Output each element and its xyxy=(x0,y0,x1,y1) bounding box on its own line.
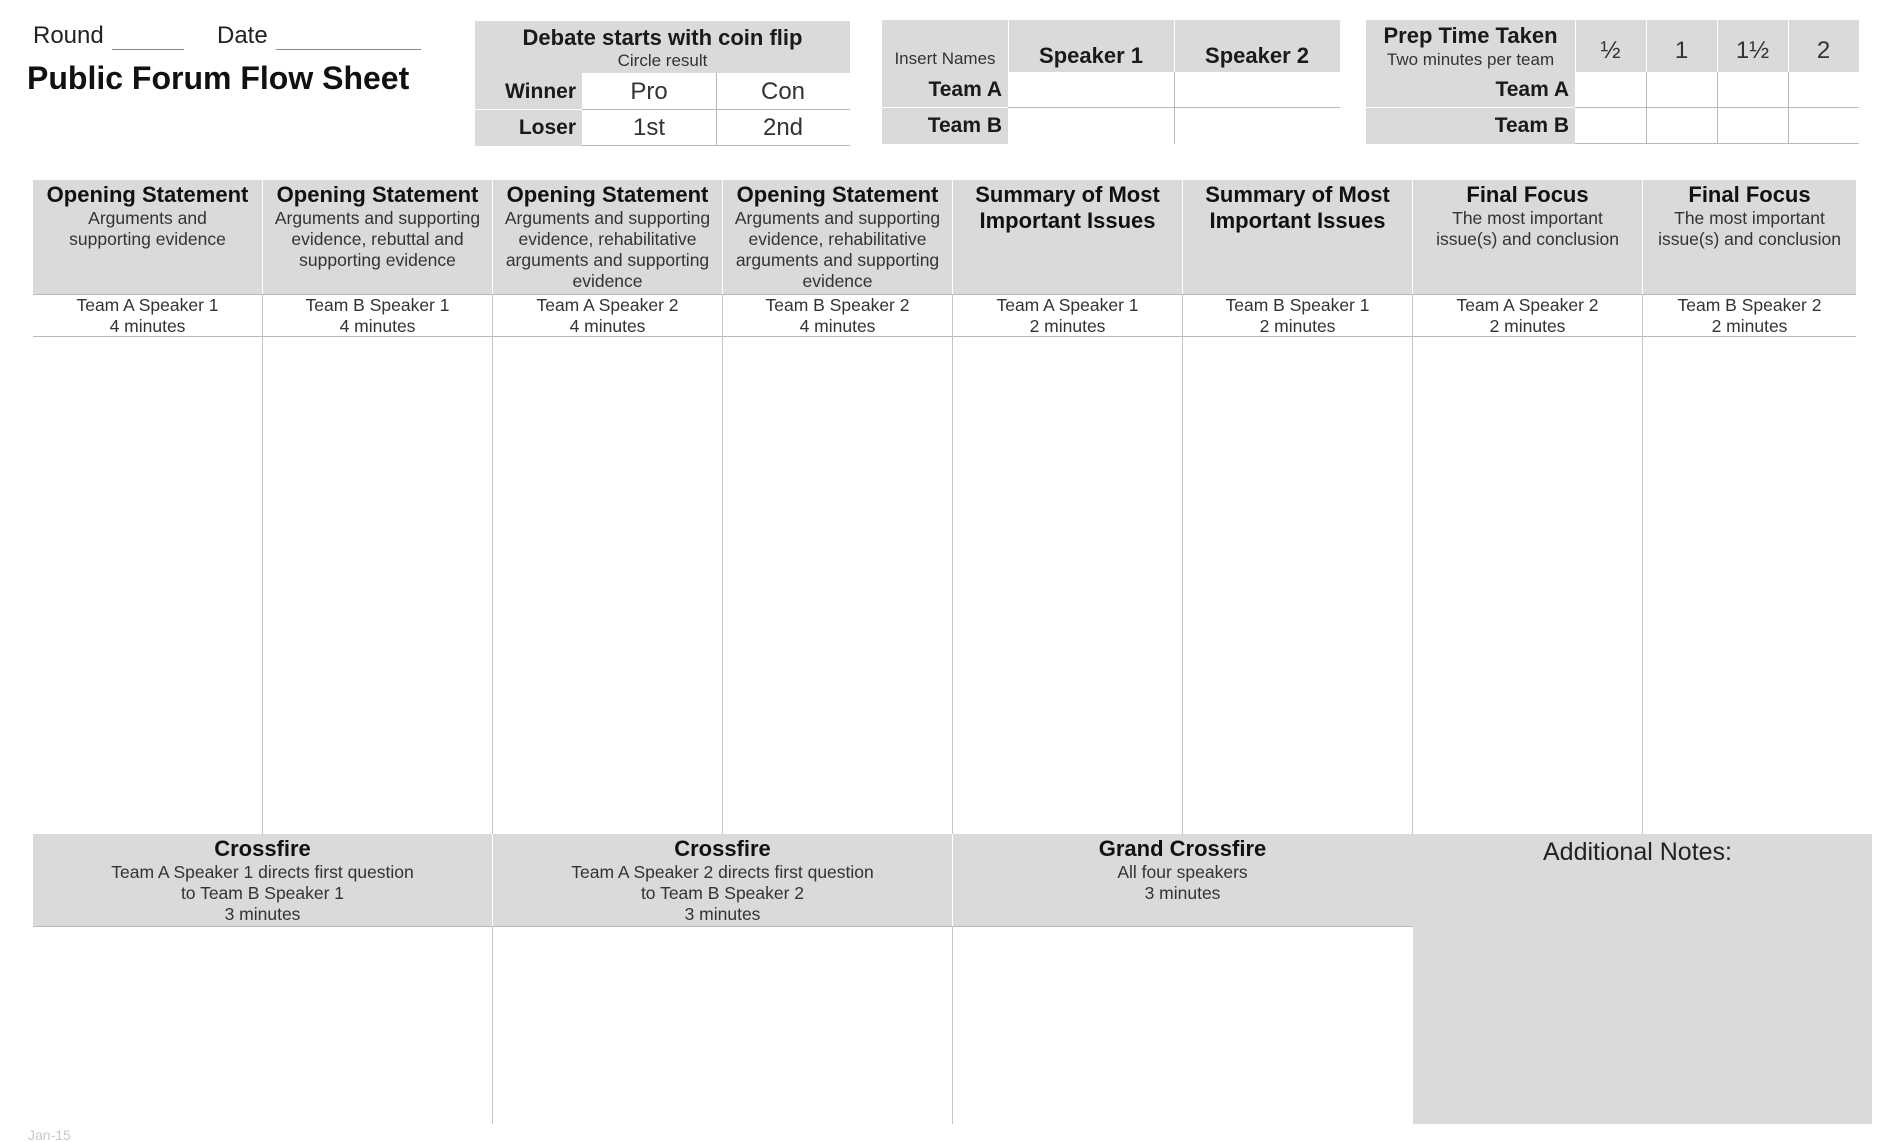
column-header-summary-a1 xyxy=(953,180,1182,294)
column-title: Opening Statement xyxy=(276,182,479,207)
column-description: Arguments and supporting evidence, rehabilitative arguments and supporting evidence xyxy=(734,208,941,291)
speaker-label: Team A Speaker 2 xyxy=(1456,295,1599,315)
crossfire-1-header xyxy=(33,834,492,926)
team-a-speaker-1-name[interactable] xyxy=(1009,73,1174,107)
prep-time-title: Prep Time Taken xyxy=(1383,23,1558,48)
crossfire-1-notes-area[interactable] xyxy=(33,927,492,1124)
speaker-1-header: Speaker 1 xyxy=(1039,43,1143,68)
date-field[interactable] xyxy=(217,22,421,50)
time-label: 2 minutes xyxy=(1029,316,1106,336)
speaker-label: Team A Speaker 1 xyxy=(76,295,219,315)
column-description: Arguments and supporting evidence xyxy=(69,208,226,249)
column-title: Final Focus xyxy=(1688,182,1811,207)
column-speaker-info xyxy=(723,294,952,336)
flow-notes-area-final-focus-b2[interactable] xyxy=(1643,337,1856,834)
flow-notes-area-summary-a1[interactable] xyxy=(953,337,1182,834)
date-label: Date xyxy=(217,22,268,49)
column-header-opening-b1 xyxy=(263,180,492,294)
crossfire-line-1: Team A Speaker 1 directs first question xyxy=(111,862,414,882)
names-team-b-label: Team B xyxy=(927,114,1002,137)
speaker-label: Team B Speaker 2 xyxy=(1677,295,1822,315)
column-speaker-info xyxy=(1413,294,1642,336)
column-title: Opening Statement xyxy=(736,182,939,207)
time-label: 4 minutes xyxy=(569,316,646,336)
time-label: 2 minutes xyxy=(1259,316,1336,336)
winner-pro-option[interactable]: Pro xyxy=(630,77,668,105)
flow-notes-area-opening-a1[interactable] xyxy=(33,337,262,834)
crossfire-line-2: to Team B Speaker 2 xyxy=(640,883,805,903)
column-title: Summary of Most Important Issues xyxy=(1205,182,1390,233)
time-label: 4 minutes xyxy=(109,316,186,336)
speaker-label: Team B Speaker 1 xyxy=(1225,295,1370,315)
crossfire-time: 3 minutes xyxy=(224,904,301,924)
time-label: 2 minutes xyxy=(1711,316,1788,336)
coin-flip-title: Debate starts with coin flip xyxy=(522,25,803,50)
flow-notes-area-opening-b2[interactable] xyxy=(723,337,952,834)
speaker-2-header: Speaker 2 xyxy=(1205,43,1309,68)
column-header-opening-a1 xyxy=(33,180,262,294)
date-blank xyxy=(276,49,421,50)
page-title: Public Forum Flow Sheet xyxy=(27,60,410,96)
time-label: 4 minutes xyxy=(799,316,876,336)
flow-notes-area-opening-b1[interactable] xyxy=(263,337,492,834)
insert-names-label: Insert Names xyxy=(894,49,996,68)
coin-flip-subtitle: Circle result xyxy=(617,51,708,70)
column-header-final-focus-a2 xyxy=(1413,180,1642,294)
column-speaker-info xyxy=(1183,294,1412,336)
prep-time-subtitle: Two minutes per team xyxy=(1386,50,1555,69)
team-b-speaker-1-name[interactable] xyxy=(1009,109,1174,143)
crossfire-title: Crossfire xyxy=(214,836,311,861)
column-header-final-focus-b2 xyxy=(1643,180,1856,294)
column-speaker-info xyxy=(33,294,262,336)
column-title: Opening Statement xyxy=(506,182,709,207)
round-blank xyxy=(112,49,184,50)
speaker-label: Team B Speaker 1 xyxy=(305,295,450,315)
crossfire-2-header xyxy=(493,834,952,926)
prep-half-minute-header: ½ xyxy=(1600,37,1621,64)
winner-label: Winner xyxy=(505,79,576,103)
prep-2-minute-header: 2 xyxy=(1816,37,1831,64)
names-team-a-label: Team A xyxy=(928,78,1002,101)
column-speaker-info xyxy=(953,294,1182,336)
team-b-speaker-2-name[interactable] xyxy=(1175,109,1340,143)
flow-notes-area-summary-b1[interactable] xyxy=(1183,337,1412,834)
column-title: Opening Statement xyxy=(46,182,249,207)
grand-crossfire-notes-area[interactable] xyxy=(953,927,1412,1124)
crossfire-2-notes-area[interactable] xyxy=(493,927,952,1124)
column-description: Arguments and supporting evidence, rebuttal and supporting evidence xyxy=(274,208,481,270)
coin-flip-table xyxy=(475,21,850,146)
loser-label: Loser xyxy=(518,116,576,139)
column-description: The most important issue(s) and conclusion xyxy=(1658,208,1841,249)
prep-team-b-label: Team B xyxy=(1494,114,1569,137)
crossfire-line-2: to Team B Speaker 1 xyxy=(180,883,345,903)
crossfire-time: 3 minutes xyxy=(1144,883,1221,903)
column-speaker-info xyxy=(1643,294,1856,336)
team-a-speaker-2-name[interactable] xyxy=(1175,73,1340,107)
winner-con-option[interactable]: Con xyxy=(760,77,806,105)
flow-notes-area-final-focus-a2[interactable] xyxy=(1413,337,1642,834)
crossfire-title: Grand Crossfire xyxy=(1098,836,1267,861)
crossfire-line-1: Team A Speaker 2 directs first question xyxy=(571,862,874,882)
speaker-label: Team B Speaker 2 xyxy=(765,295,910,315)
time-label: 4 minutes xyxy=(339,316,416,336)
speaker-label: Team A Speaker 2 xyxy=(536,295,679,315)
column-speaker-info xyxy=(263,294,492,336)
flow-notes-area-opening-a2[interactable] xyxy=(493,337,722,834)
additional-notes-label: Additional Notes: xyxy=(1542,838,1732,866)
prep-1-5-minute-header: 1½ xyxy=(1735,37,1770,64)
prep-team-a-label: Team A xyxy=(1495,78,1569,101)
loser-1st-option[interactable]: 1st xyxy=(632,114,665,141)
round-label: Round xyxy=(33,22,104,49)
footer-code: Jan-15 xyxy=(28,1127,71,1142)
column-description: The most important issue(s) and conclusion xyxy=(1436,208,1619,249)
column-speaker-info xyxy=(493,294,722,336)
crossfire-title: Crossfire xyxy=(674,836,771,861)
time-label: 2 minutes xyxy=(1489,316,1566,336)
column-title: Summary of Most Important Issues xyxy=(975,182,1160,233)
prep-time-table xyxy=(1366,20,1859,144)
prep-1-minute-header: 1 xyxy=(1674,37,1689,64)
crossfire-time: 3 minutes xyxy=(684,904,761,924)
round-field[interactable] xyxy=(33,22,184,50)
additional-notes-box[interactable] xyxy=(1413,834,1872,1124)
grand-crossfire-header xyxy=(953,834,1412,926)
crossfire-line-1: All four speakers xyxy=(1117,862,1248,882)
loser-2nd-option[interactable]: 2nd xyxy=(762,114,804,141)
speaker-label: Team A Speaker 1 xyxy=(996,295,1139,315)
column-description: Arguments and supporting evidence, rehabilitative arguments and supporting evidence xyxy=(504,208,711,291)
speaker-names-table xyxy=(882,20,1340,144)
column-header-opening-a2 xyxy=(493,180,722,294)
column-header-summary-b1 xyxy=(1183,180,1412,294)
column-header-opening-b2 xyxy=(723,180,952,294)
column-title: Final Focus xyxy=(1466,182,1589,207)
